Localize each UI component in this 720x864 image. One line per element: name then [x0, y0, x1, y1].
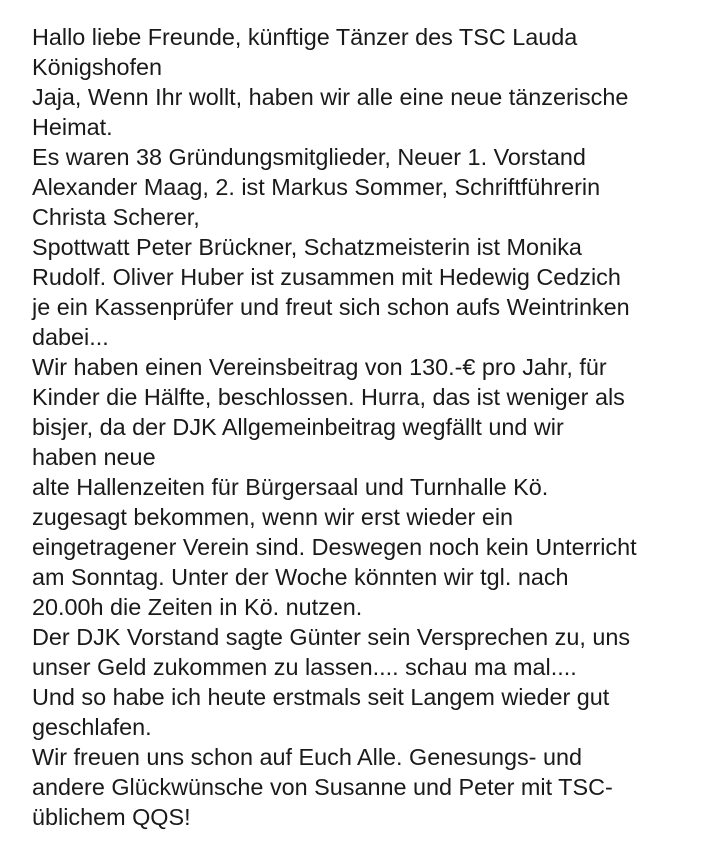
post-line: zugesagt bekommen, wenn wir erst wieder ein — [32, 504, 514, 530]
post-line: Es waren 38 Gründungsmitglieder, Neuer 1. Vorstand — [32, 144, 586, 170]
post-line: Rudolf. Oliver Huber ist zusammen mit Hedewig Cedzich — [32, 264, 621, 290]
post-line: Und so habe ich heute erstmals seit Langem wieder gut — [32, 684, 610, 710]
post-line: Der DJK Vorstand sagte Günter sein Versprechen zu, uns — [32, 624, 631, 650]
post-line: je ein Kassenprüfer und freut sich schon aufs Weintrinken — [32, 294, 630, 320]
post-line: Königshofen — [32, 54, 163, 80]
post-line: am Sonntag. Unter der Woche könnten wir tgl. nach — [32, 564, 569, 590]
post-line: Christa Scherer, — [32, 204, 200, 230]
post-text — [32, 22, 712, 832]
post-line: eingetragener Verein sind. Deswegen noch kein Unterricht — [32, 534, 637, 560]
post-line: haben neue — [32, 444, 156, 470]
post-line: Alexander Maag, 2. ist Markus Sommer, Schriftführerin — [32, 174, 601, 200]
post-line: andere Glückwünsche von Susanne und Peter mit TSC- — [32, 774, 613, 800]
post-line: bisjer, da der DJK Allgemeinbeitrag wegfällt und wir — [32, 414, 564, 440]
post-line: Wir haben einen Vereinsbeitrag von 130.-€ pro Jahr, für — [32, 354, 607, 380]
post-line: dabei... — [32, 324, 109, 350]
post-line: Spottwatt Peter Brückner, Schatzmeisterin ist Monika — [32, 234, 582, 260]
post-line: Heimat. — [32, 114, 113, 140]
post-line: geschlafen. — [32, 714, 152, 740]
post-line: Jaja, Wenn Ihr wollt, haben wir alle eine neue tänzerische — [32, 84, 629, 110]
post-line: Kinder die Hälfte, beschlossen. Hurra, das ist weniger als — [32, 384, 625, 410]
post-line: 20.00h die Zeiten in Kö. nutzen. — [32, 594, 363, 620]
post-line: unser Geld zukommen zu lassen.... schau ma mal.... — [32, 654, 577, 680]
post-line: Hallo liebe Freunde, künftige Tänzer des TSC Lauda — [32, 24, 578, 50]
post-line: alte Hallenzeiten für Bürgersaal und Turnhalle Kö. — [32, 474, 549, 500]
post-line: Wir freuen uns schon auf Euch Alle. Genesungs- und — [32, 744, 582, 770]
post-line: üblichem QQS! — [32, 804, 191, 830]
